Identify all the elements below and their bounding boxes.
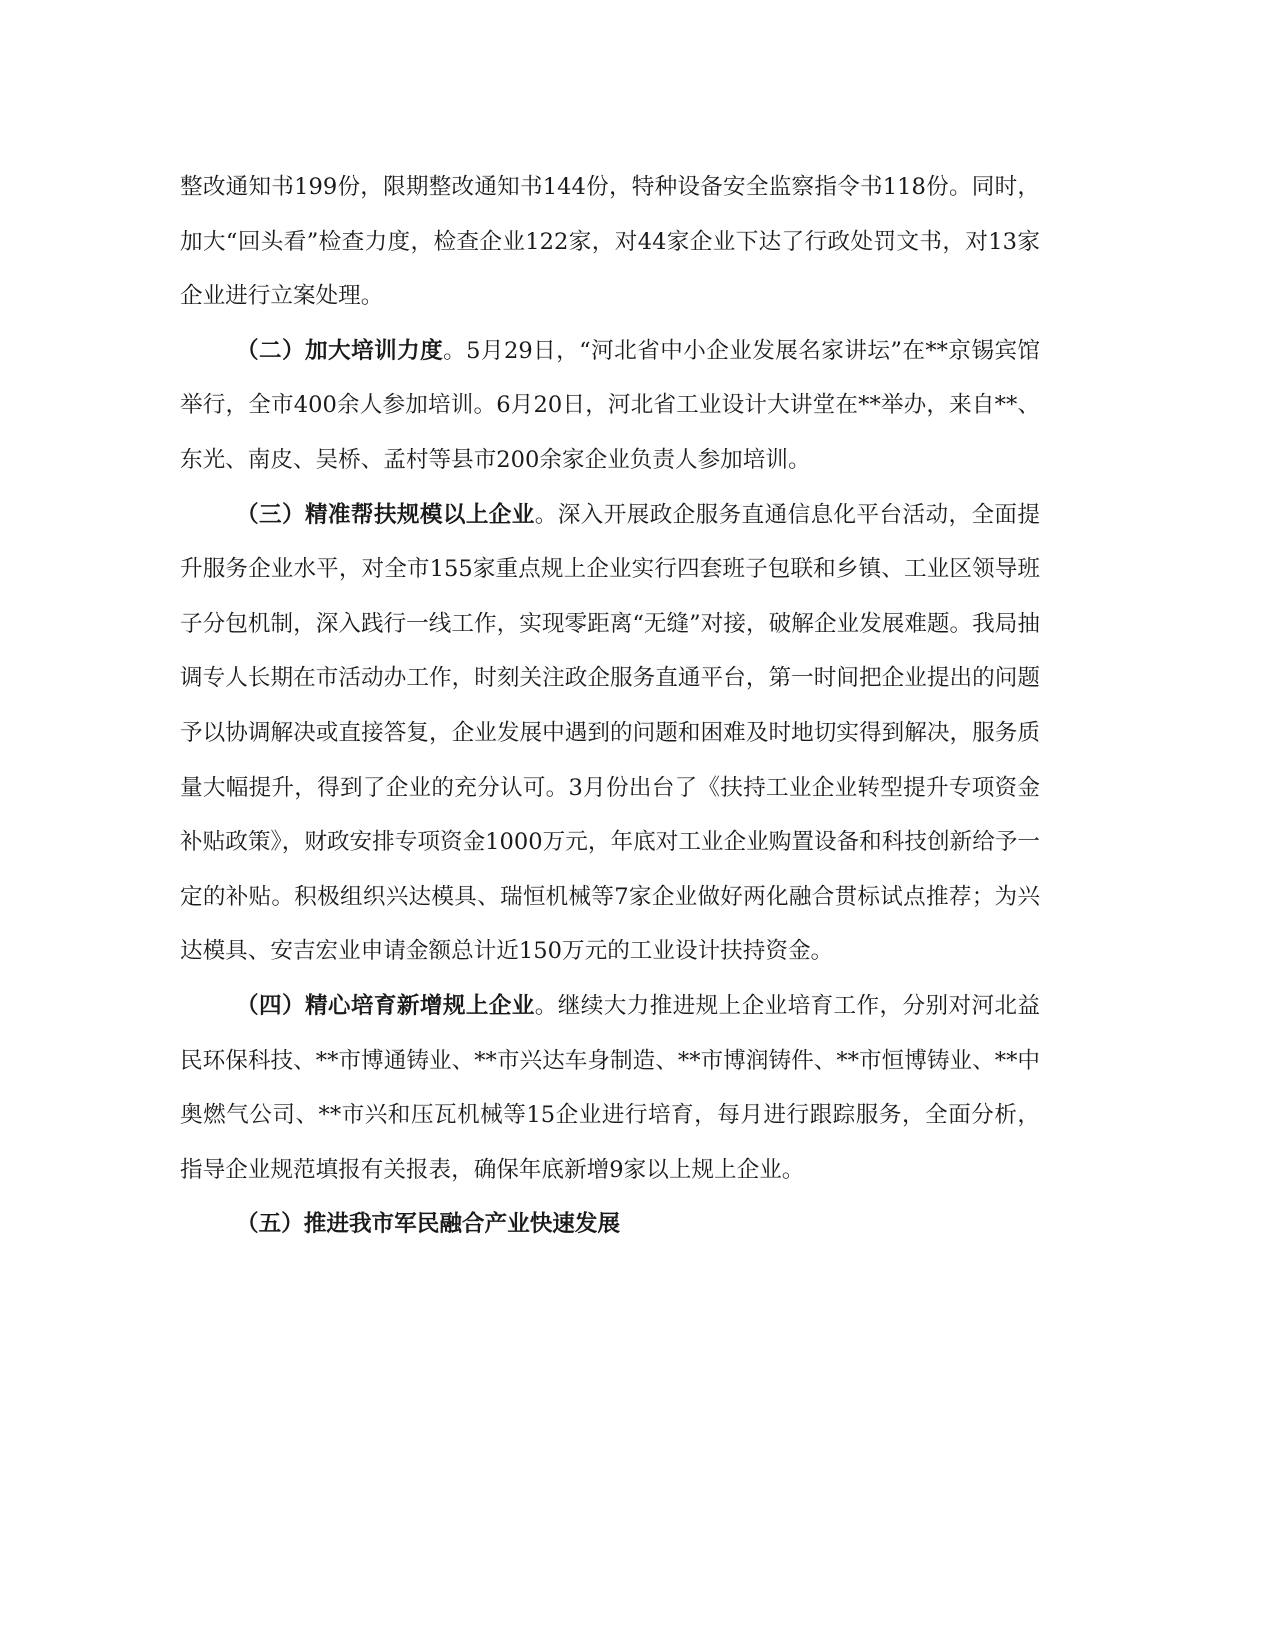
- paragraph-support-enterprises: [180, 488, 1040, 979]
- paragraph-cultivate-enterprises: [180, 979, 1040, 1197]
- paragraph-civil-military: [180, 1197, 1040, 1252]
- paragraph-inspection-continued: [180, 160, 1040, 324]
- section-heading-training: （二）加大培训力度: [236, 337, 444, 364]
- paragraph-text: 。继续大力推进规上企业培育工作，分别对河北益民环保科技、**市博通铸业、**市兴达车身制造、**市博润铸件、**市恒博铸业、**中奥燃气公司、**市兴和压瓦机械等15企业进行培育，每月进行跟踪服务，全面分析，指导企业规范填报有关报表，确保年底新增9家以上规上企业。: [180, 992, 1041, 1183]
- paragraph-text: 。深入开展政企服务直通信息化平台活动，全面提升服务企业水平，对全市155家重点规上企业实行四套班子包联和乡镇、工业区领导班子分包机制，深入践行一线工作，实现零距离“无缝”对接，破解企业发展难题。我局抽调专人长期在市活动办工作，时刻关注政企服务直通平台，第一时间把企业提出的问题予以协调解决或直接答复，企业发展中遇到的问题和困难及时地切实得到解决，服务质量大幅提升，得到了企业的充分认可。3月份出台了《扶持工业企业转型提升专项资金补贴政策》，财政安排专项资金1000万元，年底对工业企业购置设备和科技创新给予一定的补贴。积极组织兴达模具、瑞恒机械等7家企业做好两化融合贯标试点推荐；为兴达模具、安吉宏业申请金额总计近150万元的工业设计扶持资金。: [180, 501, 1041, 965]
- section-heading-civil-military: （五）推进我市军民融合产业快速发展: [236, 1211, 621, 1238]
- document-body: [180, 160, 1040, 1252]
- section-heading-cultivate-enterprises: （四）精心培育新增规上企业: [236, 992, 535, 1019]
- section-heading-support-enterprises: （三）精准帮扶规模以上企业: [236, 501, 535, 528]
- paragraph-text: 整改通知书199份，限期整改通知书144份，特种设备安全监察指令书118份。同时，加大“回头看”检查力度，检查企业122家，对44家企业下达了行政处罚文书，对13家企业进行立案处理。: [180, 174, 1040, 310]
- paragraph-text: 。5月29日，“河北省中小企业发展名家讲坛”在**京锡宾馆举行，全市400余人参加培训。6月20日，河北省工业设计大讲堂在**举办，来自**、东光、南皮、吴桥、孟村等县市200余家企业负责人参加培训。: [180, 337, 1040, 473]
- paragraph-training: [180, 324, 1040, 488]
